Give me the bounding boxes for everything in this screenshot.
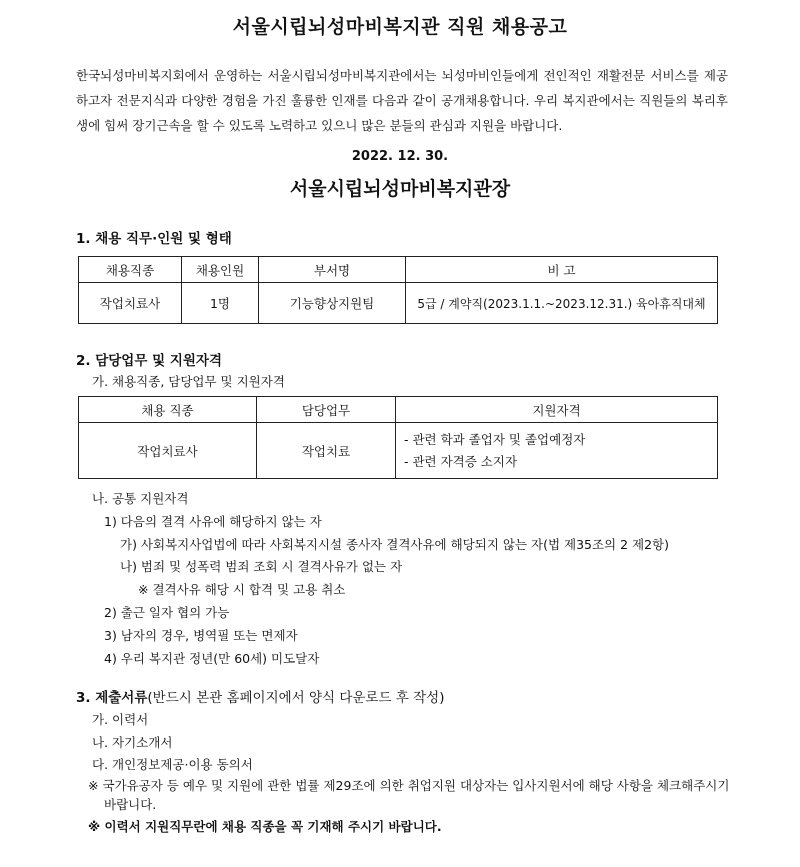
header-job: 채용직종 <box>79 257 182 283</box>
header-dept: 부서명 <box>259 257 406 283</box>
cell-job-type: 작업치료사 <box>79 423 257 479</box>
document-note-1: ※ 국가유공자 등 예우 및 지원에 관한 법률 제29조에 의한 취업지원 대상자는 입사지원서에 해당 사항을 체크해주시기 바랍니다. <box>88 778 730 812</box>
cell-remark: 5급 / 계약직(2023.1.1.~2023.12.31.) 육아휴직대체 <box>406 283 718 324</box>
cell-count: 1명 <box>182 283 259 324</box>
document-item-a: 가. 이력서 <box>92 712 149 727</box>
section1-heading: 1. 채용 직무·인원 및 형태 <box>76 231 232 247</box>
qualification-item: - 관련 학과 졸업자 및 졸업예정자 <box>404 431 586 447</box>
section3-heading-note: (반드시 본관 홈페이지에서 양식 다운로드 후 작성) <box>147 690 445 706</box>
document-item-c: 다. 개인정보제공·이용 동의서 <box>92 757 253 772</box>
section3-heading-title: 3. 제출서류 <box>76 690 148 706</box>
table-row <box>79 283 718 324</box>
section2-sub-a: 가. 채용직종, 담당업무 및 지원자격 <box>92 374 285 389</box>
common-item-1: 1) 다음의 결격 사유에 해당하지 않는 자 <box>104 514 322 529</box>
common-item-4: 4) 우리 복지관 정년(만 60세) 미도달자 <box>104 651 320 666</box>
document-item-b: 나. 자기소개서 <box>92 735 173 750</box>
header-qualification: 지원자격 <box>396 397 718 423</box>
table-header-row <box>79 257 718 283</box>
intro-paragraph: 한국뇌성마비복지회에서 운영하는 서울시립뇌성마비복지관에서는 뇌성마비인들에게 전인적인 재활전문 서비스를 제공하고자 전문지식과 다양한 경험을 가진 훌륭한 인재를 다음과 같이 공개채용합니다. 우리 복지관에서는 직원들의 복리후생에 힘써 장기근속을 할 수 있도록 노력하고 있으니 많은 분들의 관심과 지원을 바랍니다. <box>76 68 728 133</box>
common-item-2: 2) 출근 일자 협의 가능 <box>104 605 230 620</box>
notice-date: 2022. 12. 30. <box>351 149 449 164</box>
recruitment-table <box>78 256 718 324</box>
cell-qualification <box>396 423 718 479</box>
document-note-2: ※ 이력서 지원직무란에 채용 직종을 꼭 기재해 주시기 바랍니다. <box>88 819 442 834</box>
header-remark: 비 고 <box>406 257 718 283</box>
section2-sub-b: 나. 공통 지원자격 <box>92 491 189 506</box>
common-item-1a: 가) 사회복지사업법에 따라 사회복지시설 종사자 결격사유에 해당되지 않는 자(법 제35조의 2 제2항) <box>120 537 670 552</box>
cell-job: 작업치료사 <box>79 283 182 324</box>
issuer-name: 서울시립뇌성마비복지관장 <box>289 178 511 200</box>
cell-dept: 기능향상지원팀 <box>259 283 406 324</box>
table-header-row <box>79 397 718 423</box>
table-row <box>79 423 718 479</box>
common-item-1-note: ※ 결격사유 해당 시 합격 및 고용 취소 <box>138 582 346 597</box>
header-count: 채용인원 <box>182 257 259 283</box>
cell-duty: 작업치료 <box>257 423 396 479</box>
header-job-type: 채용 직종 <box>79 397 257 423</box>
header-duty: 담당업무 <box>257 397 396 423</box>
common-item-3: 3) 남자의 경우, 병역필 또는 면제자 <box>104 628 298 643</box>
section2-heading: 2. 담당업무 및 지원자격 <box>76 353 222 369</box>
common-item-1b: 나) 범죄 및 성폭력 범죄 조회 시 결격사유가 없는 자 <box>120 559 403 574</box>
section3-heading <box>76 686 445 706</box>
document-title: 서울시립뇌성마비복지관 직원 채용공고 <box>232 16 568 38</box>
duty-qualification-table <box>78 396 718 479</box>
qualification-item: - 관련 자격증 소지자 <box>404 453 518 469</box>
